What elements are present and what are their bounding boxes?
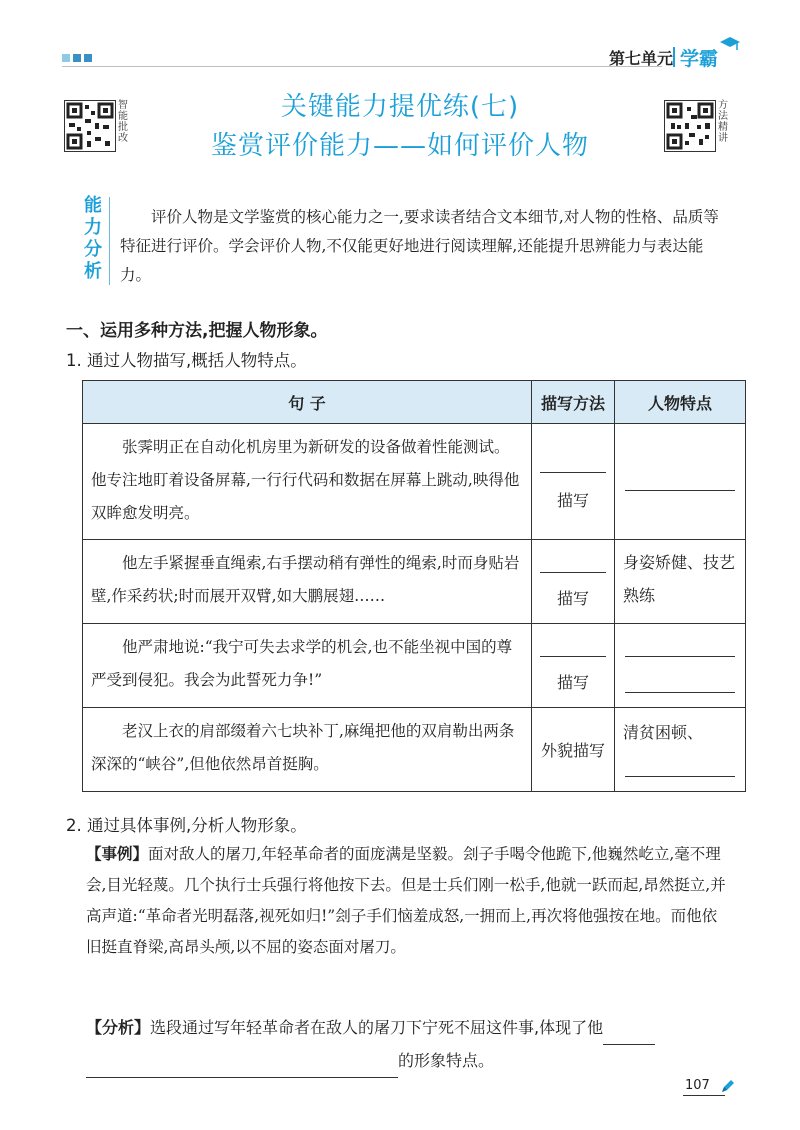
question-1: 1. 通过人物描写,概括人物特点。 [66,351,307,370]
table-header-feature: 人物特点 [615,381,746,424]
method-suffix: 描写 [556,589,589,608]
method-suffix: 描写 [556,673,589,692]
graduation-hat-icon [719,36,741,52]
method-cell: 外貌描写 [532,708,615,792]
table-row [83,424,746,540]
unit-label: 第七单元 [609,49,674,68]
brand-label: 学霸 [680,48,719,70]
method-suffix: 描写 [556,491,589,510]
pencil-icon [720,1078,736,1094]
table-row [83,540,746,624]
table-header-row [83,381,746,424]
analysis-paragraph [86,1012,746,1078]
method-blank[interactable] [540,572,606,573]
analysis-tag: 【分析】 [86,1018,151,1037]
feature-blank[interactable] [625,692,735,693]
header-decoration [62,47,114,57]
method-blank[interactable] [540,472,606,473]
feature-cell[interactable] [615,424,746,540]
sentence-cell: 他左手紧握垂直绳索,右手摆动稍有弹性的绳索,时而身贴岩壁,作采药状;时而展开双臂,如大鹏展翅…… [83,540,532,624]
page-subtitle: 鉴赏评价能力——如何评价人物 [210,131,589,161]
table-row [83,708,746,792]
feature-cell: 身姿矫健、技艺熟练 [615,540,746,624]
analysis-text: 选段通过写年轻革命者在敌人的屠刀下宁死不屈这件事,体现了他 [150,1018,604,1037]
qr-left-label: 智能批改 [118,100,128,144]
analysis-suffix: 的形象特点。 [398,1051,495,1070]
feature-blank[interactable] [625,656,735,657]
feature-text: 清贫困顿、 [623,723,704,742]
example-paragraph [86,839,731,963]
analysis-blank[interactable] [603,1012,655,1045]
question-2: 2. 通过具体事例,分析人物形象。 [66,816,307,835]
table-header-method: 描写方法 [532,381,615,424]
feature-cell[interactable] [615,708,746,792]
description-table [82,380,746,792]
table-row [83,624,746,708]
sentence-cell: 张霁明正在自动化机房里为新研发的设备做着性能测试。他专注地盯着设备屏幕,一行行代码和数据在屏幕上跳动,映得他双眸愈发明亮。 [83,424,532,540]
feature-blank[interactable] [625,776,735,777]
ability-side-label: 能力分析 [84,195,102,282]
ability-divider [109,197,110,285]
feature-blank[interactable] [625,490,735,491]
feature-cell[interactable] [615,624,746,708]
header-divider [62,66,662,67]
method-cell[interactable] [532,540,615,624]
example-tag: 【事例】 [86,845,149,863]
qr-right-label: 方法精讲 [718,100,728,144]
example-text: 面对敌人的屠刀,年轻革命者的面庞满是坚毅。刽子手喝令他跪下,他巍然屹立,毫不理会,目光轻蔑。几个执行士兵强行将他按下去。但是士兵们刚一松手,他就一跃而起,昂然挺立,并高声道:“革命者光明磊落,视死如归!”刽子手们恼羞成怒,一拥而上,再次将他强按在地。而他依旧挺直脊梁,高昂头颅,以不屈的姿态面对屠刀。 [86,845,726,956]
method-cell[interactable] [532,624,615,708]
analysis-blank[interactable] [86,1045,398,1078]
table-header-sentence: 句 子 [83,381,532,424]
sentence-cell: 老汉上衣的肩部缀着六七块补丁,麻绳把他的双肩勒出两条深深的“峡谷”,但他依然昂首挺胸。 [83,708,532,792]
section-heading: 一、运用多种方法,把握人物形象。 [66,321,328,341]
page-number: 107 [685,1078,710,1093]
page-title: 关键能力提优练(七) [280,92,520,122]
ability-text: 评价人物是文学鉴赏的核心能力之一,要求读者结合文本细节,对人物的性格、品质等特征进行评价。学会评价人物,不仅能更好地进行阅读理解,还能提升思辨能力与表达能力。 [120,208,719,284]
method-blank[interactable] [540,656,606,657]
sentence-cell: 他严肃地说:“我宁可失去求学的机会,也不能坐视中国的尊严受到侵犯。我会为此誓死力争!” [83,624,532,708]
page-number-rule [683,1095,725,1096]
header-separator [673,47,675,67]
method-cell[interactable] [532,424,615,540]
